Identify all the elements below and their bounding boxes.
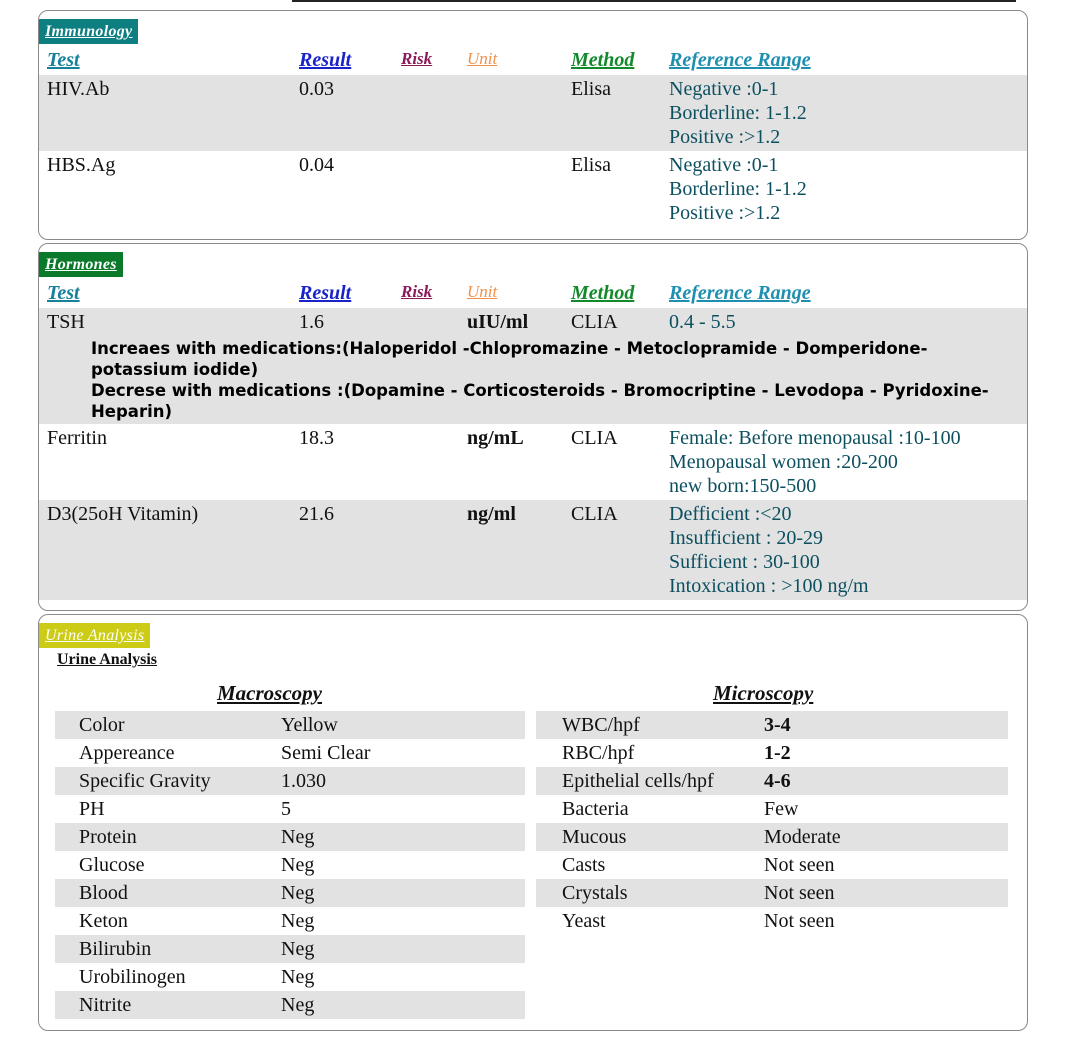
ua-value: Yellow: [281, 714, 338, 736]
ua-parameter: Keton: [79, 910, 128, 932]
ua-row: [55, 823, 525, 851]
ua-parameter: Nitrite: [79, 994, 132, 1016]
reference-line: Female: Before menopausal :10-100: [669, 427, 961, 449]
test-name: HBS.Ag: [47, 154, 116, 176]
test-result: 18.3: [299, 427, 334, 449]
test-name: D3(25oH Vitamin): [47, 503, 199, 525]
ua-row: [536, 879, 1008, 907]
ua-value: Neg: [281, 994, 315, 1016]
ua-value: 3-4: [764, 714, 791, 736]
medication-notes: [91, 338, 1011, 422]
ua-parameter: PH: [79, 798, 105, 820]
ua-value: Neg: [281, 826, 315, 848]
ua-value: Neg: [281, 938, 315, 960]
header-test: Test: [47, 282, 80, 304]
ua-parameter: Blood: [79, 882, 128, 904]
ua-row: [55, 963, 525, 991]
reference-line: new born:150-500: [669, 475, 817, 497]
reference-range: [669, 77, 807, 149]
reference-line: Defficient :<20: [669, 503, 792, 525]
reference-line: Intoxication : >100 ng/m: [669, 575, 869, 597]
header-unit: Unit: [467, 282, 498, 301]
ua-row: [55, 795, 525, 823]
test-name: TSH: [47, 311, 85, 333]
ua-row: [55, 935, 525, 963]
test-result: 1.6: [299, 311, 324, 333]
reference-line: Negative :0-1: [669, 154, 779, 176]
ua-value: Neg: [281, 910, 315, 932]
ua-value: Not seen: [764, 854, 835, 876]
test-result: 0.03: [299, 78, 334, 100]
table-row: [39, 500, 1027, 600]
reference-line: Borderline: 1-1.2: [669, 178, 807, 200]
ua-value: Not seen: [764, 910, 835, 932]
ua-row: [55, 879, 525, 907]
test-method: CLIA: [571, 427, 618, 449]
header-method: Method: [571, 49, 635, 71]
ua-row: [536, 767, 1008, 795]
ua-row: [55, 907, 525, 935]
hormones-tag: Hormones: [39, 252, 123, 277]
table-row: [39, 151, 1027, 227]
ua-value: Not seen: [764, 882, 835, 904]
ua-value: Neg: [281, 854, 315, 876]
immunology-tag: Immunology: [39, 19, 138, 44]
ua-row: [536, 739, 1008, 767]
ua-parameter: Yeast: [562, 910, 606, 932]
ua-parameter: Glucose: [79, 854, 145, 876]
decrease-note: Decrese with medications :(Dopamine - Corticosteroids - Bromocriptine - Levodopa - Pyridoxine-Heparin): [91, 381, 989, 421]
ua-value: Moderate: [764, 826, 841, 848]
ua-row: [536, 795, 1008, 823]
increase-note: Increaes with medications:(Haloperidol -Chlopromazine - Metoclopramide - Domperidone-potassium iodide): [91, 339, 928, 379]
header-test: Test: [47, 49, 80, 71]
ua-parameter: Epithelial cells/hpf: [562, 770, 714, 792]
ua-parameter: Appereance: [79, 742, 175, 764]
ua-parameter: Casts: [562, 854, 606, 876]
immunology-panel: [38, 10, 1028, 240]
ua-row: [536, 851, 1008, 879]
ua-row: [55, 851, 525, 879]
test-name: Ferritin: [47, 427, 107, 449]
hormones-panel: [38, 243, 1028, 611]
ua-row: [55, 739, 525, 767]
ua-parameter: Bacteria: [562, 798, 629, 820]
ua-value: 5: [281, 798, 291, 820]
test-result: 21.6: [299, 503, 334, 525]
reference-range: [669, 153, 807, 225]
test-method: Elisa: [571, 154, 611, 176]
top-divider: [292, 0, 1016, 8]
ua-value: 1.030: [281, 770, 326, 792]
reference-range: [669, 502, 869, 598]
header-risk: Risk: [401, 49, 433, 68]
header-unit: Unit: [467, 49, 498, 68]
header-result: Result: [299, 282, 352, 304]
table-row: [39, 424, 1027, 500]
test-method: CLIA: [571, 503, 618, 525]
reference-line: Menopausal women :20-200: [669, 451, 898, 473]
header-risk: Risk: [401, 282, 433, 301]
ua-value: Neg: [281, 882, 315, 904]
ua-parameter: Bilirubin: [79, 938, 152, 960]
reference-range: [669, 426, 961, 498]
test-method: CLIA: [571, 311, 618, 333]
ua-parameter: Protein: [79, 826, 137, 848]
reference-line: Sufficient : 30-100: [669, 551, 820, 573]
reference-line: Positive :>1.2: [669, 202, 781, 224]
test-unit: ng/mL: [467, 427, 524, 449]
reference-line: Insufficient : 20-29: [669, 527, 824, 549]
urine-analysis-panel: [38, 614, 1028, 1031]
ua-parameter: Urobilinogen: [79, 966, 186, 988]
test-unit: ng/ml: [467, 503, 516, 525]
test-result: 0.04: [299, 154, 334, 176]
ua-row: [536, 907, 1008, 935]
urine-analysis-title: Urine Analysis: [57, 651, 158, 668]
ua-row: [55, 767, 525, 795]
reference-line: 0.4 - 5.5: [669, 311, 736, 333]
header-result: Result: [299, 49, 352, 71]
reference-line: Negative :0-1: [669, 78, 779, 100]
reference-range: [669, 310, 736, 334]
header-reference-range: Reference Range: [669, 282, 811, 304]
macroscopy-title: Macroscopy: [217, 681, 322, 705]
urine-analysis-tag: Urine Analysis: [39, 623, 150, 648]
ua-parameter: Color: [79, 714, 125, 736]
ua-value: Semi Clear: [281, 742, 371, 764]
ua-value: Neg: [281, 966, 315, 988]
test-name: HIV.Ab: [47, 78, 110, 100]
ua-row: [55, 991, 525, 1019]
ua-value: 4-6: [764, 770, 791, 792]
header-method: Method: [571, 282, 635, 304]
ua-value: 1-2: [764, 742, 791, 764]
table-row: [39, 75, 1027, 151]
table-row: [39, 308, 1027, 424]
test-method: Elisa: [571, 78, 611, 100]
ua-row: [55, 711, 525, 739]
microscopy-title: Microscopy: [713, 681, 814, 705]
ua-parameter: Specific Gravity: [79, 770, 211, 792]
ua-parameter: RBC/hpf: [562, 742, 635, 764]
header-reference-range: Reference Range: [669, 49, 811, 71]
ua-parameter: WBC/hpf: [562, 714, 640, 736]
ua-parameter: Mucous: [562, 826, 627, 848]
reference-line: Positive :>1.2: [669, 126, 781, 148]
test-unit: uIU/ml: [467, 311, 529, 333]
reference-line: Borderline: 1-1.2: [669, 102, 807, 124]
ua-row: [536, 711, 1008, 739]
ua-parameter: Crystals: [562, 882, 628, 904]
ua-value: Few: [764, 798, 799, 820]
ua-row: [536, 823, 1008, 851]
